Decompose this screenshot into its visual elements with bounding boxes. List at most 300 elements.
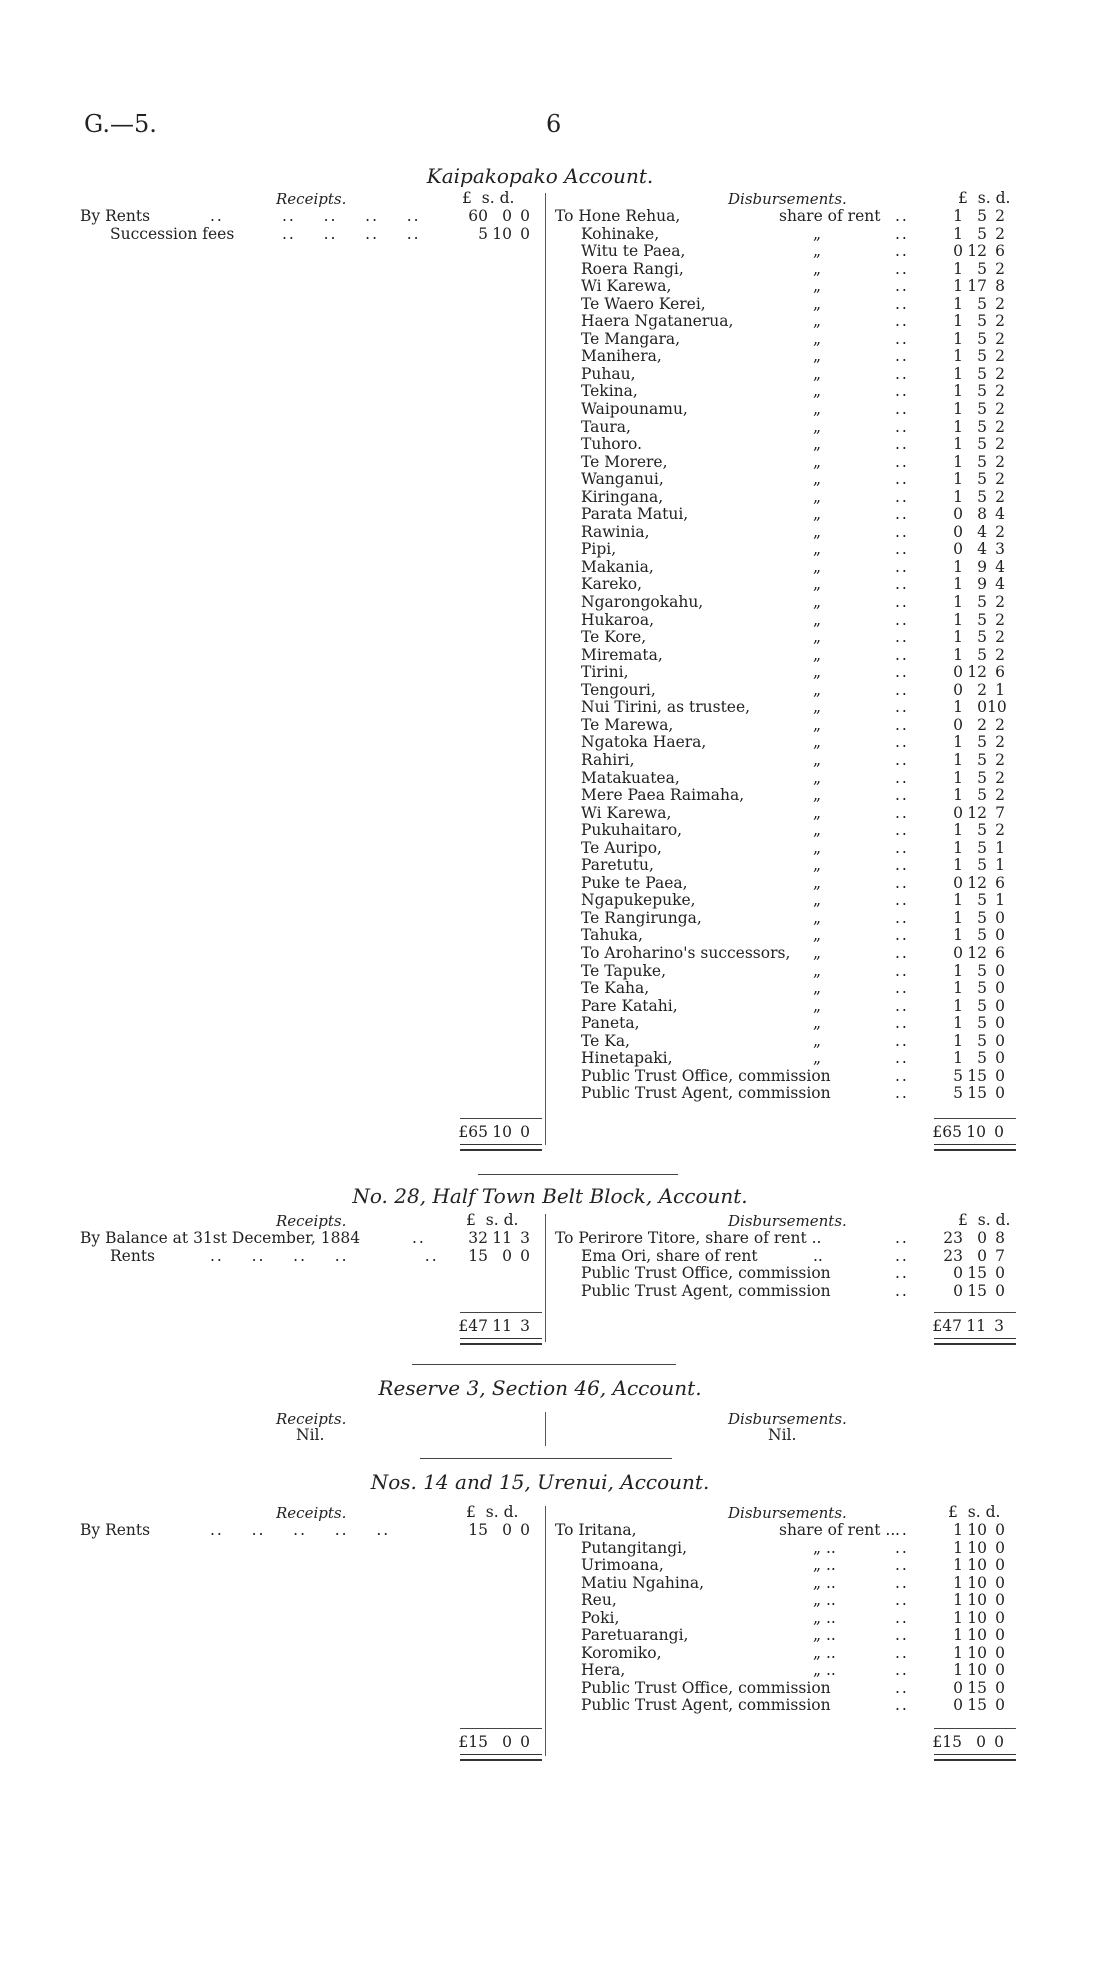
payment-amount: 0 15 0 bbox=[953, 1696, 1005, 1715]
leader-dots: .. bbox=[895, 470, 909, 489]
payee-name: Tekina, bbox=[581, 382, 638, 401]
receipts-label: Receipts. bbox=[276, 190, 347, 208]
leader-dots: .. bbox=[895, 856, 909, 875]
disbursement-row bbox=[555, 612, 1025, 630]
section-title-reserve3: Reserve 3, Section 46, Account. bbox=[378, 1376, 702, 1400]
payee-name: Tuhoro. bbox=[581, 435, 643, 454]
page-code: G.—5. bbox=[84, 110, 157, 138]
disbursement-row bbox=[555, 208, 1025, 226]
leader-dots: .. bbox=[895, 908, 909, 927]
disbursement-row bbox=[555, 243, 1025, 261]
leader-dots: .. bbox=[895, 1573, 909, 1592]
payee-note: „ bbox=[813, 259, 822, 278]
payee-note: „ bbox=[813, 329, 822, 348]
payment-amount: 1 010 bbox=[953, 698, 1007, 717]
payee-name: Ngatoka Haera, bbox=[581, 733, 707, 752]
payee-name: Kiringana, bbox=[581, 487, 664, 506]
leader-dots: .. bbox=[895, 1538, 909, 1557]
column-rule bbox=[545, 1214, 546, 1342]
leader-dots: .. bbox=[895, 1608, 909, 1627]
receipts-nil: Nil. bbox=[296, 1426, 325, 1444]
total-rule bbox=[934, 1728, 1016, 1729]
disbursement-row bbox=[555, 875, 1025, 893]
leader-dots: .. bbox=[895, 1246, 909, 1265]
disbursement-row bbox=[555, 734, 1025, 752]
disbursement-row bbox=[555, 927, 1025, 945]
disbursement-row bbox=[555, 261, 1025, 279]
payee-note: „ bbox=[813, 961, 822, 980]
payee-name: Waipounamu, bbox=[581, 400, 688, 419]
payee-note: „ bbox=[813, 1014, 822, 1033]
payee-note: „ .. bbox=[813, 1556, 836, 1575]
page-number: 6 bbox=[546, 110, 562, 138]
payment-amount: 0 15 0 bbox=[953, 1281, 1005, 1300]
disbursement-row bbox=[555, 559, 1025, 577]
leader-dots: .. bbox=[895, 505, 909, 524]
payment-amount: 1 5 2 bbox=[953, 821, 1005, 840]
disbursement-row bbox=[555, 963, 1025, 981]
payee-name: Public Trust Agent, commission bbox=[581, 1696, 831, 1715]
payee-name: Urimoana, bbox=[581, 1556, 664, 1575]
disbursement-row bbox=[555, 980, 1025, 998]
disbursement-row bbox=[555, 1033, 1025, 1051]
payee-name: Kohinake, bbox=[581, 224, 660, 243]
leader-dots: .. bbox=[895, 715, 909, 734]
payee-name: Te Waero Kerei, bbox=[581, 294, 706, 313]
payment-amount: 1 5 2 bbox=[953, 750, 1005, 769]
payee-note: „ bbox=[813, 750, 822, 769]
payment-amount: 1 5 2 bbox=[953, 786, 1005, 805]
payee-note: „ bbox=[813, 452, 822, 471]
payee-name: Taura, bbox=[581, 417, 631, 436]
payee-name: To Iritana, bbox=[555, 1521, 637, 1539]
column-rule bbox=[545, 1412, 546, 1446]
payee-note: „ bbox=[813, 628, 822, 647]
disbursements-nil: Nil. bbox=[768, 1426, 797, 1444]
payment-amount: 1 5 0 bbox=[953, 979, 1005, 998]
payee-name: To Perirore Titore, share of rent .. bbox=[555, 1229, 822, 1247]
disbursement-row bbox=[555, 226, 1025, 244]
leader-dots: .. bbox=[895, 1264, 909, 1283]
section-divider bbox=[420, 1458, 672, 1459]
leader-dots: .. bbox=[895, 926, 909, 945]
column-rule bbox=[545, 1506, 546, 1756]
payee-name: Makania, bbox=[581, 557, 654, 576]
payee-name: Te Tapuke, bbox=[581, 961, 667, 980]
disbursements-total: £47 11 3 bbox=[932, 1317, 1004, 1335]
payee-name: Manihera, bbox=[581, 347, 662, 366]
disbursement-row bbox=[555, 1575, 1025, 1593]
payee-name: Public Trust Office, commission bbox=[581, 1678, 831, 1697]
payment-amount: 1 5 2 bbox=[953, 347, 1005, 366]
disbursement-list bbox=[555, 208, 1025, 1103]
double-rule bbox=[934, 1338, 1016, 1345]
disbursement-row bbox=[555, 1540, 1025, 1558]
leader-dots: .. bbox=[895, 1643, 909, 1662]
leader-dots: .. bbox=[895, 873, 909, 892]
payee-name: Hinetapaki, bbox=[581, 1049, 673, 1068]
payment-amount: 0 12 6 bbox=[953, 242, 1005, 261]
disbursement-row bbox=[555, 1697, 1025, 1715]
disbursement-row bbox=[555, 682, 1025, 700]
leader-dots: .. bbox=[895, 259, 909, 278]
payment-amount: 1 5 2 bbox=[953, 628, 1005, 647]
disbursement-row bbox=[555, 1265, 1025, 1283]
disbursement-row bbox=[555, 348, 1025, 366]
payee-note: „ bbox=[813, 680, 822, 699]
leader-dots: .. bbox=[895, 452, 909, 471]
payee-name: Tirini, bbox=[581, 663, 629, 682]
payee-name: Public Trust Office, commission bbox=[581, 1264, 831, 1283]
payee-name: Puke te Paea, bbox=[581, 873, 688, 892]
payee-note: „ bbox=[813, 698, 822, 717]
receipt-amount: 32 11 3 bbox=[468, 1229, 530, 1247]
leader-dots: .. bbox=[895, 435, 909, 454]
receipt-amount: 60 0 0 bbox=[468, 207, 530, 225]
payee-note: „ .. bbox=[813, 1538, 836, 1557]
disbursement-row bbox=[555, 1522, 1025, 1540]
payment-amount: 1 5 2 bbox=[953, 364, 1005, 383]
payee-note: „ .. bbox=[813, 1626, 836, 1645]
payee-note: „ bbox=[813, 470, 822, 489]
leader-dots: .. bbox=[895, 487, 909, 506]
leader-dots: .. .. .. .. bbox=[282, 207, 421, 225]
disbursement-row bbox=[555, 506, 1025, 524]
payee-note: „ bbox=[813, 786, 822, 805]
payee-name: To Hone Rehua, bbox=[555, 207, 681, 225]
payee-name: Hukaroa, bbox=[581, 610, 655, 629]
payee-note: „ bbox=[813, 364, 822, 383]
payment-amount: 1 5 2 bbox=[953, 259, 1005, 278]
disbursements-label: Disbursements. bbox=[728, 1212, 847, 1230]
leader-dots: .. bbox=[895, 961, 909, 980]
payment-amount: 0 15 0 bbox=[953, 1264, 1005, 1283]
leader-dots: .. bbox=[895, 207, 909, 225]
payee-note: „ bbox=[813, 1031, 822, 1050]
leader-dots: .. bbox=[895, 645, 909, 664]
payee-name: Public Trust Agent, commission bbox=[581, 1281, 831, 1300]
payee-note: „ bbox=[813, 1049, 822, 1068]
payee-note: „ bbox=[813, 224, 822, 243]
disbursement-row bbox=[555, 313, 1025, 331]
disbursement-row bbox=[555, 1557, 1025, 1575]
payee-note: „ bbox=[813, 312, 822, 331]
payment-amount: 1 5 0 bbox=[953, 908, 1005, 927]
payee-name: Tahuka, bbox=[581, 926, 643, 945]
leader-dots: .. bbox=[895, 943, 909, 962]
total-rule bbox=[460, 1728, 542, 1729]
double-rule bbox=[460, 1754, 542, 1761]
payee-note: „ .. bbox=[813, 1573, 836, 1592]
payee-name: Ema Ori, share of rent bbox=[581, 1246, 758, 1265]
disbursement-row bbox=[555, 1627, 1025, 1645]
leader-dots: .. bbox=[895, 277, 909, 296]
leader-dots: .. bbox=[895, 1229, 909, 1247]
payee-note: share of rent bbox=[779, 207, 881, 225]
leader-dots: .. bbox=[895, 522, 909, 541]
payee-note: „ .. bbox=[813, 1661, 836, 1680]
leader-dots: .. bbox=[895, 1521, 909, 1539]
payee-name: Te Rangirunga, bbox=[581, 908, 702, 927]
leader-dots: .. .. .. .. bbox=[282, 225, 421, 243]
leader-dots: .. bbox=[895, 838, 909, 857]
leader-dots: .. bbox=[895, 242, 909, 261]
payee-note: „ .. bbox=[813, 1608, 836, 1627]
receipts-label: Receipts. bbox=[276, 1410, 347, 1428]
receipts-total: £15 0 0 bbox=[458, 1733, 530, 1751]
receipt-amount: 5 10 0 bbox=[478, 225, 530, 243]
leader-dots: .. bbox=[895, 698, 909, 717]
payee-name: Tengouri, bbox=[581, 680, 656, 699]
payee-note: „ bbox=[813, 435, 822, 454]
receipts-label: Receipts. bbox=[276, 1504, 347, 1522]
disbursement-row bbox=[555, 1680, 1025, 1698]
payment-amount: 0 12 6 bbox=[953, 943, 1005, 962]
payee-name: Wi Karewa, bbox=[581, 277, 672, 296]
payment-amount: 0 2 2 bbox=[953, 715, 1005, 734]
disbursement-row bbox=[555, 1592, 1025, 1610]
disbursement-row bbox=[555, 787, 1025, 805]
leader-dots: .. bbox=[895, 294, 909, 313]
payee-note: „ bbox=[813, 575, 822, 594]
payment-amount: 1 5 0 bbox=[953, 961, 1005, 980]
payment-amount: 1 5 2 bbox=[953, 645, 1005, 664]
payee-note: „ bbox=[813, 733, 822, 752]
leader-dots: .. bbox=[895, 382, 909, 401]
payee-note: „ bbox=[813, 856, 822, 875]
total-rule bbox=[460, 1312, 542, 1313]
payment-amount: 1 5 2 bbox=[953, 382, 1005, 401]
payment-amount: 0 4 3 bbox=[953, 540, 1005, 559]
payment-amount: 1 10 0 bbox=[953, 1556, 1005, 1575]
disbursements-label: Disbursements. bbox=[728, 190, 847, 208]
payment-amount: 1 5 2 bbox=[953, 207, 1005, 225]
disbursement-row bbox=[555, 1015, 1025, 1033]
leader-dots: .. bbox=[895, 996, 909, 1015]
disbursement-row bbox=[555, 892, 1025, 910]
payee-note: „ bbox=[813, 996, 822, 1015]
payment-amount: 5 15 0 bbox=[953, 1066, 1005, 1085]
disbursement-row bbox=[555, 471, 1025, 489]
payment-amount: 0 4 2 bbox=[953, 522, 1005, 541]
payee-name: Ngarongokahu, bbox=[581, 593, 704, 612]
currency-header-disb: £ s. d. bbox=[948, 1503, 1001, 1521]
payment-amount: 1 5 2 bbox=[953, 312, 1005, 331]
payment-amount: 1 10 0 bbox=[953, 1626, 1005, 1645]
payee-name: Pukuhaitaro, bbox=[581, 821, 683, 840]
payee-note: „ bbox=[813, 277, 822, 296]
disbursements-label: Disbursements. bbox=[728, 1410, 847, 1428]
receipts-total: £47 11 3 bbox=[458, 1317, 530, 1335]
payment-amount: 1 5 0 bbox=[953, 996, 1005, 1015]
leader-dots: .. bbox=[895, 663, 909, 682]
leader-dots: .. bbox=[895, 821, 909, 840]
disbursement-row bbox=[555, 1283, 1025, 1301]
receipt-line: Succession fees bbox=[110, 225, 235, 243]
payment-amount: 23 0 7 bbox=[943, 1246, 1005, 1265]
payee-note: „ bbox=[813, 347, 822, 366]
payee-note: „ bbox=[813, 505, 822, 524]
payment-amount: 1 5 1 bbox=[953, 856, 1005, 875]
currency-header-disb: £ s. d. bbox=[958, 189, 1011, 207]
payee-name: Koromiko, bbox=[581, 1643, 662, 1662]
section-title-kaipakopako: Kaipakopako Account. bbox=[426, 164, 654, 188]
payment-amount: 0 15 0 bbox=[953, 1678, 1005, 1697]
payee-name: Matiu Ngahina, bbox=[581, 1573, 705, 1592]
payment-amount: 1 5 2 bbox=[953, 329, 1005, 348]
payee-name: Te Ka, bbox=[581, 1031, 630, 1050]
payee-name: Paneta, bbox=[581, 1014, 640, 1033]
disbursement-list bbox=[555, 1522, 1025, 1715]
payment-amount: 1 5 0 bbox=[953, 926, 1005, 945]
leader-dots: .. bbox=[412, 1229, 426, 1247]
disbursement-row bbox=[555, 998, 1025, 1016]
leader-dots: .. bbox=[895, 733, 909, 752]
payment-amount: 1 10 0 bbox=[953, 1573, 1005, 1592]
total-rule bbox=[934, 1312, 1016, 1313]
disbursement-row bbox=[555, 1085, 1025, 1103]
payment-amount: 1 5 2 bbox=[953, 452, 1005, 471]
disbursement-row bbox=[555, 752, 1025, 770]
disbursement-row bbox=[555, 594, 1025, 612]
payee-name: Pipi, bbox=[581, 540, 617, 559]
disbursement-row bbox=[555, 1068, 1025, 1086]
payee-name: Witu te Paea, bbox=[581, 242, 686, 261]
leader-dots: .. bbox=[895, 417, 909, 436]
payee-name: Public Trust Agent, commission bbox=[581, 1084, 831, 1103]
payment-amount: 1 17 8 bbox=[953, 277, 1005, 296]
leader-dots: .. bbox=[895, 347, 909, 366]
disbursement-row bbox=[555, 805, 1025, 823]
receipts-total: £65 10 0 bbox=[458, 1123, 530, 1141]
payment-amount: 1 10 0 bbox=[953, 1538, 1005, 1557]
payment-amount: 1 5 2 bbox=[953, 294, 1005, 313]
disbursement-row bbox=[555, 1645, 1025, 1663]
double-rule bbox=[460, 1144, 542, 1151]
payment-amount: 1 5 0 bbox=[953, 1014, 1005, 1033]
disbursement-row bbox=[555, 401, 1025, 419]
leader-dots: .. bbox=[895, 1626, 909, 1645]
disbursements-total: £65 10 0 bbox=[932, 1123, 1004, 1141]
payee-name: Kareko, bbox=[581, 575, 643, 594]
leader-dots: .. bbox=[895, 1084, 909, 1103]
payee-name: Miremata, bbox=[581, 645, 663, 664]
payee-name: Nui Tirini, as trustee, bbox=[581, 698, 751, 717]
leader-dots: .. bbox=[895, 1661, 909, 1680]
payee-name: Te Morere, bbox=[581, 452, 668, 471]
payee-note: „ bbox=[813, 979, 822, 998]
disbursement-row bbox=[555, 840, 1025, 858]
payment-amount: 0 8 4 bbox=[953, 505, 1005, 524]
leader-dots: .. bbox=[895, 1049, 909, 1068]
leader-dots: .. bbox=[895, 1031, 909, 1050]
payee-note: „ bbox=[813, 540, 822, 559]
double-rule bbox=[934, 1144, 1016, 1151]
payee-name: Te Kaha, bbox=[581, 979, 650, 998]
payee-name: Putangitangi, bbox=[581, 1538, 688, 1557]
payee-note: „ bbox=[813, 417, 822, 436]
total-rule bbox=[934, 1118, 1016, 1119]
currency-header-receipts: £ s. d. bbox=[466, 1211, 519, 1229]
disbursement-row bbox=[555, 945, 1025, 963]
payee-name: Roera Rangi, bbox=[581, 259, 684, 278]
payee-note: „ bbox=[813, 522, 822, 541]
disbursement-row bbox=[555, 278, 1025, 296]
payee-name: Puhau, bbox=[581, 364, 636, 383]
disbursement-row bbox=[555, 822, 1025, 840]
payment-amount: 1 5 2 bbox=[953, 593, 1005, 612]
leader-dots: .. bbox=[895, 593, 909, 612]
payee-name: Te Auripo, bbox=[581, 838, 662, 857]
payee-name: Haera Ngatanerua, bbox=[581, 312, 734, 331]
leader-dots: .. bbox=[895, 803, 909, 822]
payment-amount: 0 2 1 bbox=[953, 680, 1005, 699]
payee-name: Rahiri, bbox=[581, 750, 635, 769]
double-rule bbox=[460, 1338, 542, 1345]
payment-amount: 1 5 2 bbox=[953, 733, 1005, 752]
payee-note: „ bbox=[813, 715, 822, 734]
leader-dots: .. bbox=[895, 628, 909, 647]
disbursement-row bbox=[555, 296, 1025, 314]
payee-name: Public Trust Office, commission bbox=[581, 1066, 831, 1085]
leader-dots: .. bbox=[895, 364, 909, 383]
leader-dots: .. bbox=[895, 1696, 909, 1715]
payment-amount: 23 0 8 bbox=[943, 1229, 1005, 1247]
payment-amount: 1 5 2 bbox=[953, 487, 1005, 506]
double-rule bbox=[934, 1754, 1016, 1761]
payment-amount: 0 12 6 bbox=[953, 873, 1005, 892]
payee-note: „ bbox=[813, 400, 822, 419]
payment-amount: 1 5 2 bbox=[953, 610, 1005, 629]
currency-header-receipts: £ s. d. bbox=[466, 1503, 519, 1521]
payee-note: „ bbox=[813, 593, 822, 612]
disbursement-row bbox=[555, 910, 1025, 928]
receipt-line: By Rents bbox=[80, 207, 151, 225]
payee-note: „ bbox=[813, 487, 822, 506]
payee-name: To Aroharino's successors, bbox=[581, 943, 791, 962]
payee-name: Wanganui, bbox=[581, 470, 664, 489]
disbursement-row bbox=[555, 1230, 1025, 1248]
payee-note: „ bbox=[813, 382, 822, 401]
leader-dots: .. bbox=[895, 312, 909, 331]
payee-note: „ .. bbox=[813, 1591, 836, 1610]
leader-dots: .. bbox=[210, 207, 224, 225]
receipt-line: By Balance at 31st December, 1884 bbox=[80, 1229, 361, 1247]
payment-amount: 1 5 2 bbox=[953, 224, 1005, 243]
leader-dots: .. bbox=[895, 891, 909, 910]
payee-note: share of rent .. bbox=[779, 1521, 896, 1539]
receipt-line: Rents bbox=[110, 1247, 156, 1265]
disbursement-row bbox=[555, 524, 1025, 542]
payee-note: „ bbox=[813, 663, 822, 682]
payment-amount: 1 5 1 bbox=[953, 838, 1005, 857]
disbursement-row bbox=[555, 541, 1025, 559]
payee-name: Hera, bbox=[581, 1661, 626, 1680]
leader-dots: .. bbox=[895, 680, 909, 699]
payment-amount: 1 5 2 bbox=[953, 470, 1005, 489]
disbursement-row bbox=[555, 699, 1025, 717]
receipt-amount: 15 0 0 bbox=[468, 1247, 530, 1265]
disbursement-list bbox=[555, 1230, 1025, 1300]
payee-note: „ bbox=[813, 294, 822, 313]
payee-note: „ .. bbox=[813, 1643, 836, 1662]
column-rule bbox=[545, 193, 546, 1145]
disbursement-row bbox=[555, 1050, 1025, 1068]
payment-amount: 1 5 1 bbox=[953, 891, 1005, 910]
leader-dots: .. bbox=[895, 610, 909, 629]
payee-name: Matakuatea, bbox=[581, 768, 680, 787]
payee-note: „ bbox=[813, 803, 822, 822]
